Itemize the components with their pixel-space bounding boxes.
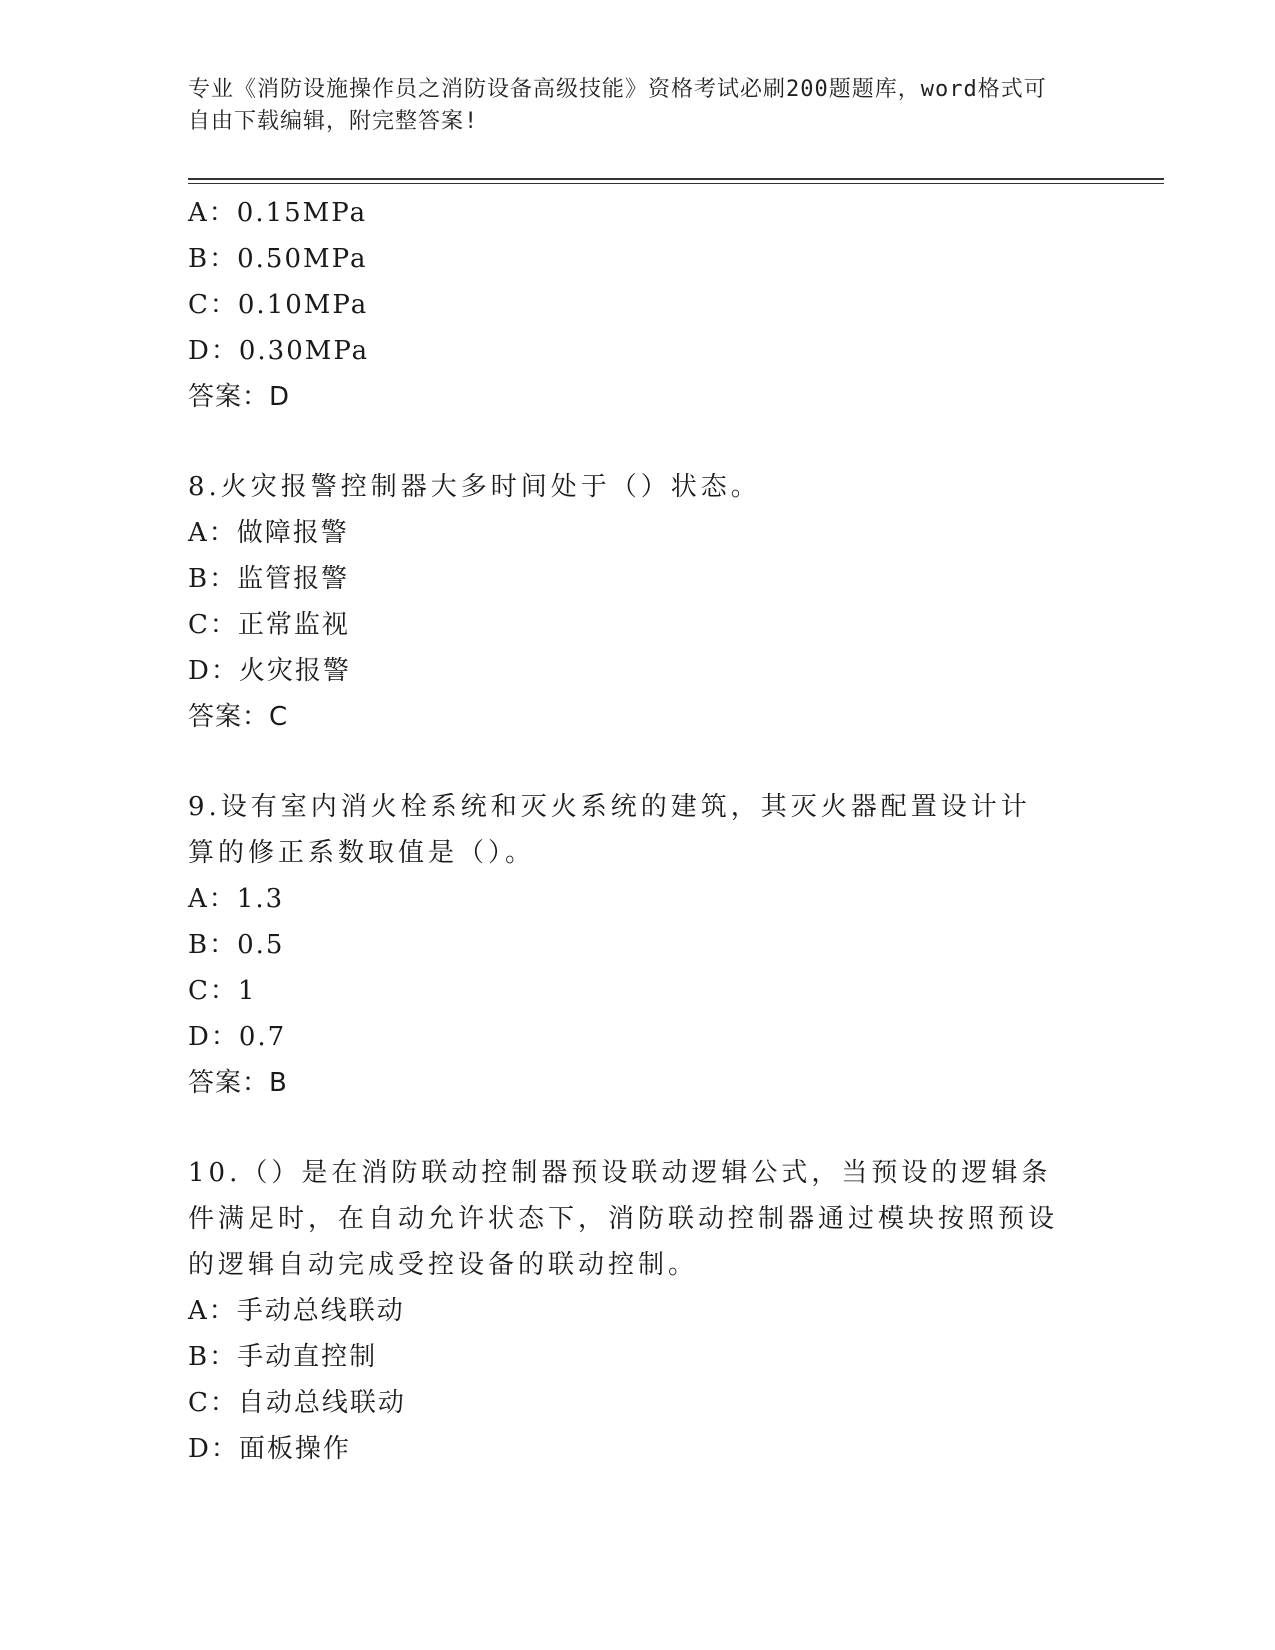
option-a: A：0.15MPa	[188, 198, 368, 228]
option-d: D：0.7	[188, 1022, 287, 1052]
question-block	[188, 784, 1088, 1106]
question-text: 8.火灾报警控制器大多时间处于（）状态。	[188, 472, 761, 502]
option-d: D：0.30MPa	[188, 336, 370, 366]
option-a: A：手动总线联动	[188, 1296, 405, 1326]
option-c: C：1	[188, 976, 257, 1006]
answer-line: 答案：D	[188, 382, 291, 412]
document-header: 专业《消防设施操作员之消防设备高级技能》资格考试必刷200题题库，word格式可自由下载编辑，附完整答案!	[188, 77, 1047, 134]
question-block	[188, 464, 1088, 740]
option-a: A：做障报警	[188, 518, 349, 548]
header-rule-thin	[188, 183, 1164, 184]
question-text: 10.（）是在消防联动控制器预设联动逻辑公式，当预设的逻辑条件满足时，在自动允许状态下，消防联动控制器通过模块按照预设的逻辑自动完成受控设备的联动控制。	[188, 1158, 1059, 1280]
question-block	[188, 1150, 1088, 1472]
option-d: D：火灾报警	[188, 656, 351, 686]
header-rule-thick	[188, 178, 1164, 180]
option-b: B：监管报警	[188, 564, 350, 594]
answer-line: 答案：B	[188, 1068, 288, 1098]
option-c: C：自动总线联动	[188, 1388, 406, 1418]
option-c: C：正常监视	[188, 610, 350, 640]
question-text: 9.设有室内消火栓系统和灭火系统的建筑，其灭火器配置设计计算的修正系数取值是（）。	[188, 792, 1031, 868]
question-block	[188, 190, 1088, 420]
option-b: B：0.5	[188, 930, 285, 960]
option-b: B：手动直控制	[188, 1342, 378, 1372]
option-a: A：1.3	[188, 884, 285, 914]
option-c: C：0.10MPa	[188, 290, 369, 320]
answer-line: 答案：C	[188, 702, 289, 732]
option-b: B：0.50MPa	[188, 244, 368, 274]
option-d: D：面板操作	[188, 1434, 351, 1464]
question-list	[188, 190, 1088, 1472]
